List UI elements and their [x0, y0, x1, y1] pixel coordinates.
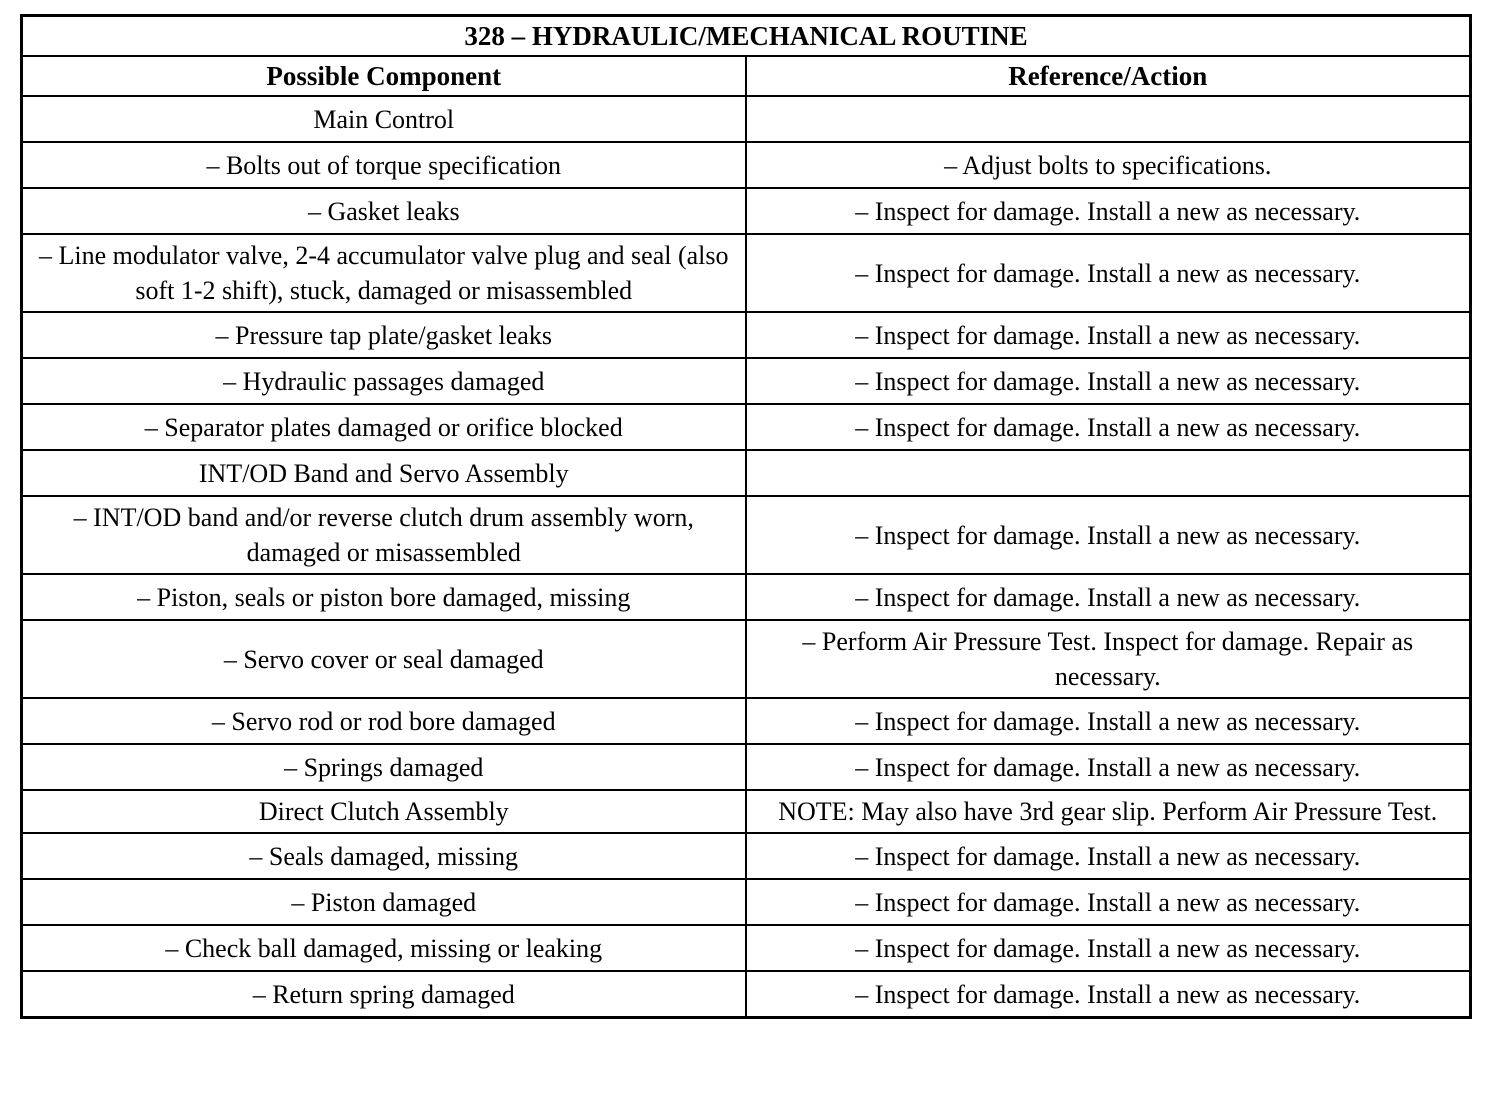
table-row	[22, 312, 1471, 358]
component-cell: – Line modulator valve, 2-4 accumulator valve plug and seal (also soft 1-2 shift), stuck, damaged or misassembled	[22, 234, 746, 312]
table-row	[22, 971, 1471, 1018]
table-row	[22, 358, 1471, 404]
component-cell: Main Control	[22, 96, 746, 142]
column-header-component: Possible Component	[22, 56, 746, 96]
component-cell: – Check ball damaged, missing or leaking	[22, 925, 746, 971]
component-cell: – Springs damaged	[22, 744, 746, 790]
table-row	[22, 404, 1471, 450]
action-cell: – Inspect for damage. Install a new as necessary.	[746, 971, 1471, 1018]
action-cell: NOTE: May also have 3rd gear slip. Perform Air Pressure Test.	[746, 790, 1471, 833]
component-cell: – Hydraulic passages damaged	[22, 358, 746, 404]
column-header-action: Reference/Action	[746, 56, 1471, 96]
routine-table	[20, 14, 1472, 1019]
table-row	[22, 234, 1471, 312]
action-cell	[746, 450, 1471, 496]
table-row	[22, 790, 1471, 833]
header-row	[22, 56, 1471, 96]
table-row	[22, 450, 1471, 496]
component-cell: – Seals damaged, missing	[22, 833, 746, 879]
table-row	[22, 96, 1471, 142]
table-row	[22, 142, 1471, 188]
component-cell: – Piston damaged	[22, 879, 746, 925]
routine-document	[20, 14, 1469, 1019]
action-cell: – Inspect for damage. Install a new as necessary.	[746, 358, 1471, 404]
action-cell: – Adjust bolts to specifications.	[746, 142, 1471, 188]
table-row	[22, 879, 1471, 925]
component-cell: Direct Clutch Assembly	[22, 790, 746, 833]
table-row	[22, 925, 1471, 971]
component-cell: – Return spring damaged	[22, 971, 746, 1018]
table-title: 328 – HYDRAULIC/MECHANICAL ROUTINE	[22, 16, 1471, 57]
component-cell: INT/OD Band and Servo Assembly	[22, 450, 746, 496]
component-cell: – INT/OD band and/or reverse clutch drum assembly worn, damaged or misassembled	[22, 496, 746, 574]
table-row	[22, 188, 1471, 234]
action-cell: – Inspect for damage. Install a new as necessary.	[746, 744, 1471, 790]
component-cell: – Separator plates damaged or orifice blocked	[22, 404, 746, 450]
table-row	[22, 833, 1471, 879]
component-cell: – Gasket leaks	[22, 188, 746, 234]
action-cell: – Inspect for damage. Install a new as necessary.	[746, 404, 1471, 450]
action-cell: – Inspect for damage. Install a new as necessary.	[746, 234, 1471, 312]
component-cell: – Servo cover or seal damaged	[22, 620, 746, 698]
action-cell: – Inspect for damage. Install a new as necessary.	[746, 833, 1471, 879]
table-row	[22, 496, 1471, 574]
action-cell: – Inspect for damage. Install a new as necessary.	[746, 188, 1471, 234]
action-cell	[746, 96, 1471, 142]
component-cell: – Piston, seals or piston bore damaged, missing	[22, 574, 746, 620]
component-cell: – Servo rod or rod bore damaged	[22, 698, 746, 744]
table-row	[22, 698, 1471, 744]
title-row	[22, 16, 1471, 57]
action-cell: – Inspect for damage. Install a new as necessary.	[746, 496, 1471, 574]
action-cell: – Inspect for damage. Install a new as necessary.	[746, 925, 1471, 971]
table-row	[22, 744, 1471, 790]
action-cell: – Inspect for damage. Install a new as necessary.	[746, 312, 1471, 358]
action-cell: – Inspect for damage. Install a new as necessary.	[746, 879, 1471, 925]
component-cell: – Pressure tap plate/gasket leaks	[22, 312, 746, 358]
action-cell: – Inspect for damage. Install a new as necessary.	[746, 698, 1471, 744]
table-row	[22, 574, 1471, 620]
action-cell: – Inspect for damage. Install a new as necessary.	[746, 574, 1471, 620]
component-cell: – Bolts out of torque specification	[22, 142, 746, 188]
action-cell: – Perform Air Pressure Test. Inspect for damage. Repair as necessary.	[746, 620, 1471, 698]
table-row	[22, 620, 1471, 698]
